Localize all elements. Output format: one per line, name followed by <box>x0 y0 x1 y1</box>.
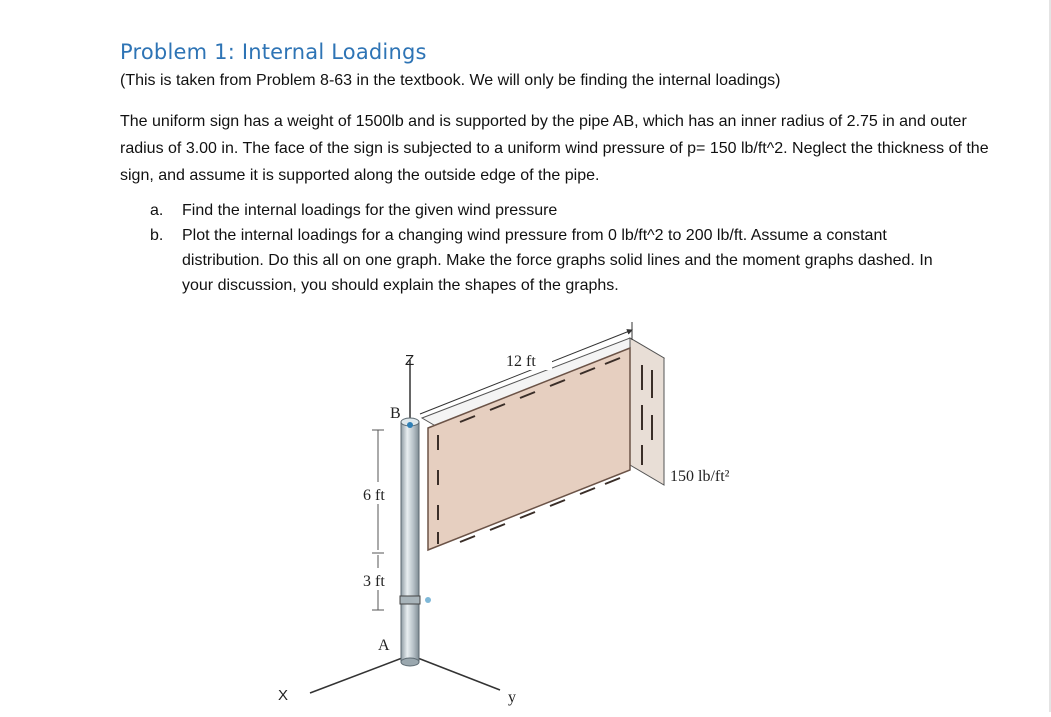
sign-figure <box>260 310 780 712</box>
pipe-ab <box>401 422 419 662</box>
sign-diagram <box>260 310 780 712</box>
problem-subtitle: (This is taken from Problem 8-63 in the textbook. We will only be finding the internal loadings) <box>120 72 781 89</box>
lower-dimension-label: 3 ft <box>363 573 385 590</box>
problem-statement: The uniform sign has a weight of 1500lb and is supported by the pipe AB, which has an inner radius of 2.75 in and outer radius of 3.00 in. The face of the sign is subjected to a uniform wind pressure of p= 150 lb/ft^2. Neglect the thickness of the sign, and assume it is supported along the outside edge of the pipe. <box>120 113 989 184</box>
pressure-label: 150 lb/ft² <box>670 468 730 485</box>
list-item <box>150 198 950 223</box>
list-item-text: Find the internal loadings for the given wind pressure <box>182 202 558 219</box>
list-item-text: Plot the internal loadings for a changing wind pressure from 0 lb/ft^2 to 200 lb/ft. Assume a constant distribution. Do this all on one graph. Make the force graphs solid lines and the moment graphs dashed. In your discussion, you should explain the shapes of the graphs. <box>182 227 933 294</box>
y-axis-line <box>410 655 500 690</box>
y-axis-label: y <box>508 689 516 706</box>
pipe-bottom-cap <box>401 658 419 666</box>
list-item <box>150 223 950 298</box>
point-a-label: A <box>378 637 390 654</box>
sign-side-edge <box>630 338 664 485</box>
point-b-label: B <box>390 405 401 422</box>
point-b-marker <box>407 422 413 428</box>
x-axis-label: X <box>278 687 289 704</box>
z-axis-label: Z <box>405 352 415 369</box>
problem-title: Problem 1: Internal Loadings <box>120 40 427 64</box>
section-cut-marker <box>400 596 420 604</box>
list-marker: b. <box>150 227 164 244</box>
section-cut-point <box>425 597 431 603</box>
width-dimension-label: 12 ft <box>506 353 536 370</box>
list-marker: a. <box>150 202 164 219</box>
x-axis-line <box>310 655 410 693</box>
task-list <box>150 198 950 298</box>
upper-dimension-label: 6 ft <box>363 487 385 504</box>
